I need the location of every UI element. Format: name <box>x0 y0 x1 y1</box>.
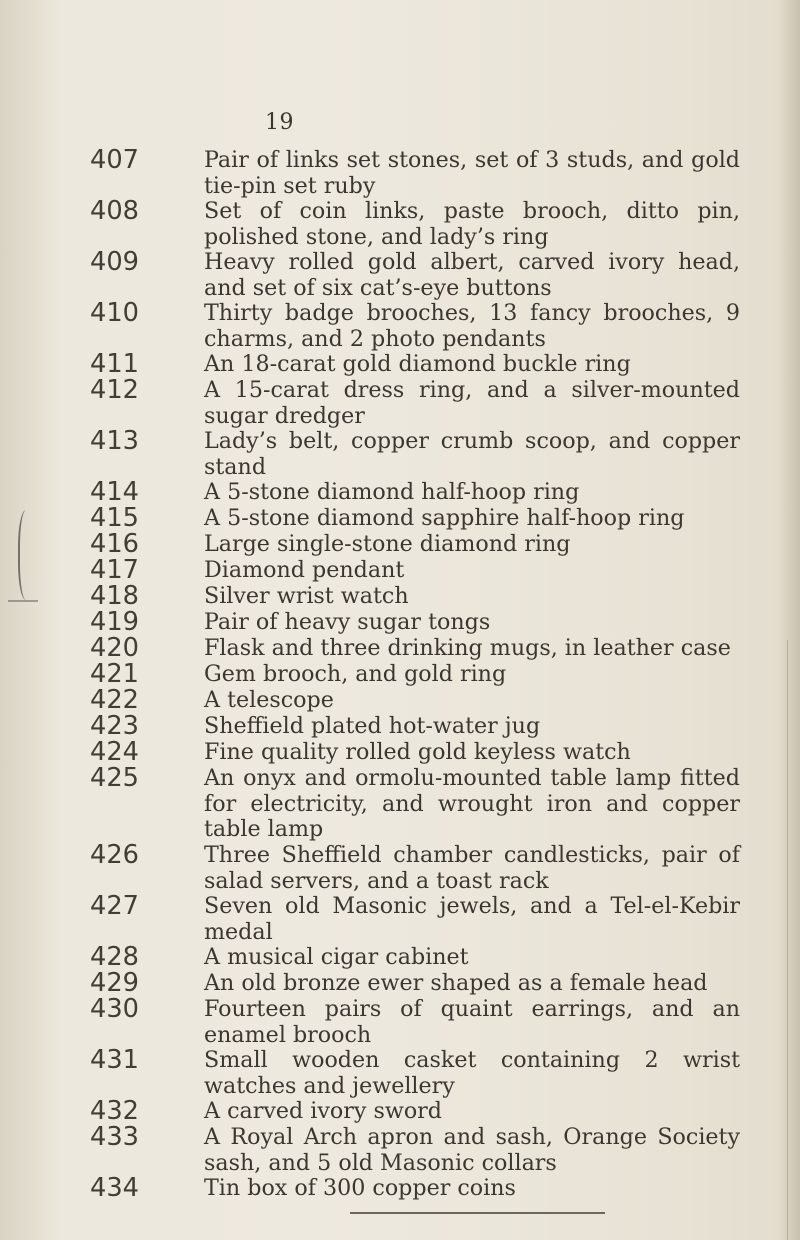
lot-number: 430 <box>90 994 139 1024</box>
lot-description: Diamond pendant <box>204 557 405 583</box>
lot-description: Small wooden casket containing 2 wrist watches and jewellery <box>204 1047 740 1099</box>
lot-description: A carved ivory sword <box>204 1098 442 1124</box>
lot-description: A telescope <box>204 687 334 713</box>
lot-number: 420 <box>90 633 139 663</box>
lot-number: 433 <box>90 1122 139 1152</box>
lot-number: 407 <box>90 145 139 175</box>
lot-description: Sheffield plated hot-water jug <box>204 713 541 739</box>
lot-number: 423 <box>90 711 139 741</box>
lot-description: A 15-carat dress ring, and a silver-mounted sugar dredger <box>204 377 740 429</box>
lot-number: 416 <box>90 529 139 559</box>
lot-description: Thirty badge brooches, 13 fancy brooches, 9 charms, and 2 photo pendants <box>204 300 740 352</box>
page-number: 19 <box>265 110 294 135</box>
lot-number: 419 <box>90 607 139 637</box>
page-right-edge <box>778 0 800 1240</box>
closing-rule <box>350 1212 605 1214</box>
lot-number: 422 <box>90 685 139 715</box>
lot-number: 429 <box>90 968 139 998</box>
lot-number: 428 <box>90 942 139 972</box>
lot-description: Large single-stone diamond ring <box>204 531 571 557</box>
lot-number: 410 <box>90 298 139 328</box>
lot-number: 412 <box>90 375 139 405</box>
lot-description: Tin box of 300 copper coins <box>204 1175 516 1201</box>
lot-number: 408 <box>90 196 139 226</box>
lot-description: A 5-stone diamond half-hoop ring <box>204 479 580 505</box>
lot-number: 425 <box>90 763 139 793</box>
lot-number: 415 <box>90 503 139 533</box>
lot-description: Fourteen pairs of quaint earrings, and an enamel brooch <box>204 996 740 1048</box>
lot-number: 409 <box>90 247 139 277</box>
lot-number: 431 <box>90 1045 139 1075</box>
lot-description: An onyx and ormolu-mounted table lamp fitted for electricity, and wrought iron and copper table lamp <box>204 765 740 843</box>
lot-number: 413 <box>90 426 139 456</box>
lot-description: A Royal Arch apron and sash, Orange Society sash, and 5 old Masonic collars <box>204 1124 740 1176</box>
lot-number: 418 <box>90 581 139 611</box>
lot-description: Pair of heavy sugar tongs <box>204 609 491 635</box>
lot-description: Set of coin links, paste brooch, ditto pin, polished stone, and lady’s ring <box>204 198 740 250</box>
lot-description: Lady’s belt, copper crumb scoop, and copper stand <box>204 428 740 480</box>
lot-description: Flask and three drinking mugs, in leather case <box>204 635 731 661</box>
page-left-edge <box>0 0 60 1240</box>
lot-description: Silver wrist watch <box>204 583 409 609</box>
lot-description: Gem brooch, and gold ring <box>204 661 507 687</box>
lot-number: 427 <box>90 891 139 921</box>
lot-number: 411 <box>90 349 139 379</box>
lot-description: Fine quality rolled gold keyless watch <box>204 739 631 765</box>
lot-number: 434 <box>90 1173 139 1203</box>
margin-pencil-stroke <box>8 560 38 602</box>
lot-number: 432 <box>90 1096 139 1126</box>
lot-description: Three Sheffield chamber candlesticks, pair of salad servers, and a toast rack <box>204 842 740 894</box>
lot-description: Heavy rolled gold albert, carved ivory head, and set of six cat’s-eye buttons <box>204 249 740 301</box>
lot-number: 421 <box>90 659 139 689</box>
lot-number: 426 <box>90 840 139 870</box>
binding-shadow-line <box>787 640 788 1240</box>
lot-description: A musical cigar cabinet <box>204 944 469 970</box>
lot-description: An 18-carat gold diamond buckle ring <box>204 351 631 377</box>
lot-description: An old bronze ewer shaped as a female head <box>204 970 708 996</box>
lot-description: Pair of links set stones, set of 3 studs, and gold tie-pin set ruby <box>204 147 740 199</box>
lot-number: 414 <box>90 477 139 507</box>
lot-number: 424 <box>90 737 139 767</box>
lot-description: A 5-stone diamond sapphire half-hoop ring <box>204 505 685 531</box>
lot-number: 417 <box>90 555 139 585</box>
lot-description: Seven old Masonic jewels, and a Tel-el-Kebir medal <box>204 893 740 945</box>
